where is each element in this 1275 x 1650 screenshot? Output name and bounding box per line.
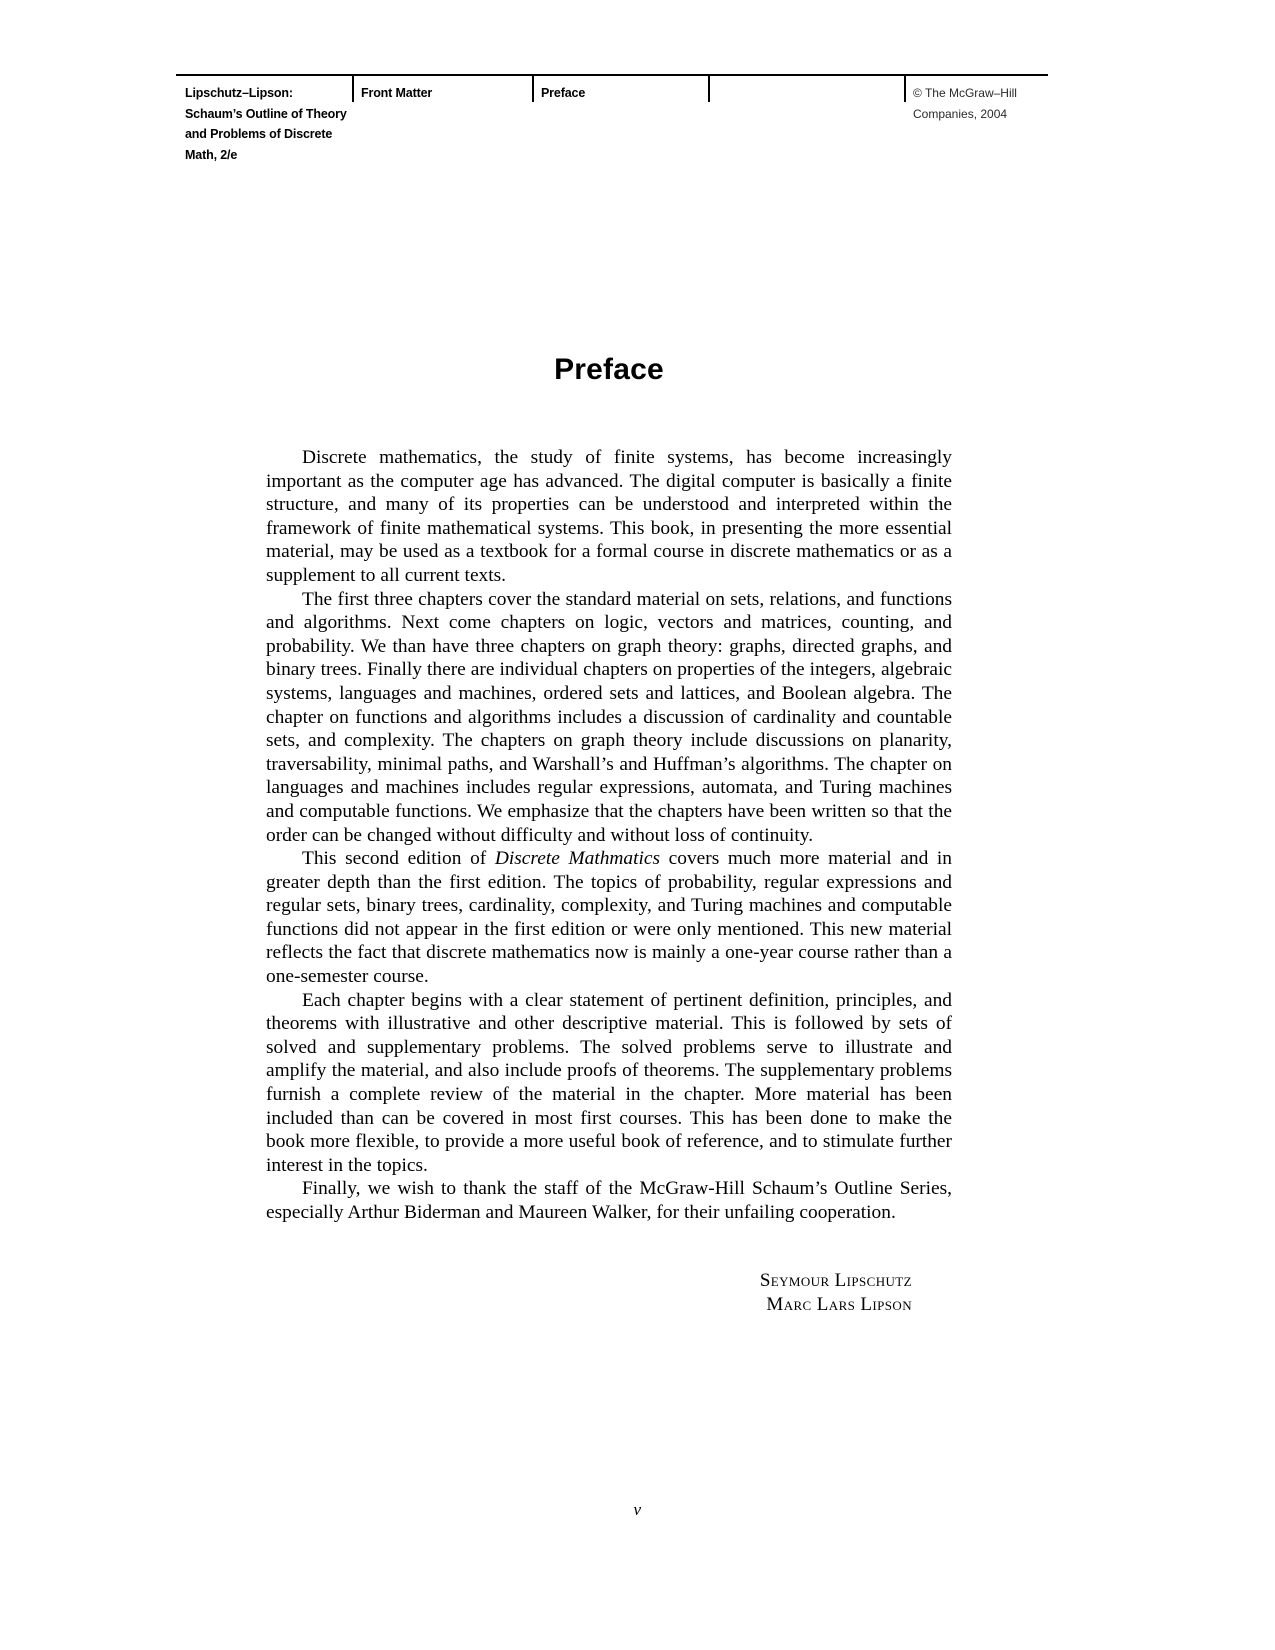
header-book-line-3: and Problems of Discrete	[185, 127, 333, 141]
paragraph-1: Discrete mathematics, the study of finite systems, has become increasingly important as the computer age has advanced. The digital computer is basically a finite structure, and many of its properties can be understood and interpreted within the framework of finite mathematical systems. This book, in presenting the more essential material, may be used as a textbook for a formal course in discrete mathematics or as a supplement to all current texts.	[266, 447, 952, 586]
paragraph-3-tail: covers much more material and in greater depth than the first edition. The topics of probability, regular expressions and regular sets, binary trees, cardinality, complexity, and Turing machines and computable functions did not appear in the first edition or were only mentioned. This new material reflects the fact that discrete mathematics now is mainly a one-year course rather than a one-semester course.	[266, 848, 952, 988]
paragraph-2: The first three chapters cover the standard material on sets, relations, and functions and algorithms. Next come chapters on logic, vectors and matrices, counting, and probability. We than have three chapters on graph theory: graphs, directed graphs, and binary trees. Finally there are individual chapters on properties of the integers, algebraic systems, languages and machines, ordered sets and lattices, and Boolean algebra. The chapter on functions and algorithms includes a discussion of cardinality and countable sets, and complexity. The chapters on graph theory include discussions on planarity, traversability, minimal paths, and Warshall’s and Huffman’s algorithms. The chapter on languages and machines includes regular expressions, automata, and Turing machines and computable functions. We emphasize that the chapters have been written so that the order can be changed without difficulty and without loss of continuity.	[266, 588, 952, 846]
page-title: Preface	[554, 353, 664, 386]
header-spacer-column	[708, 76, 904, 168]
paragraph-3	[266, 847, 952, 989]
header-book-line-1: Lipschutz–Lipson:	[185, 86, 293, 100]
header-book-line-4: Math, 2/e	[185, 147, 238, 162]
page-content	[266, 352, 952, 1317]
header-rights-column	[904, 76, 1048, 168]
paragraph-5: Finally, we wish to thank the staff of the McGraw-Hill Schaum’s Outline Series, especially Arthur Biderman and Maureen Walker, for their unfailing cooperation.	[266, 1178, 952, 1223]
paragraph-3-lead: This second edition of	[302, 848, 495, 870]
header-chapter-column	[532, 76, 708, 168]
author-name-secondary: Marc Lars Lipson	[766, 1293, 912, 1315]
signature-block	[266, 1269, 952, 1317]
header-book-line-2: Schaum’s Outline of Theory	[185, 106, 347, 121]
book-title-italic: Discrete Mathmatics	[494, 848, 661, 870]
page-number: v	[633, 1500, 642, 1519]
preface-body	[266, 446, 952, 1225]
header-copyright-line-1: © The McGraw–Hill	[913, 86, 1017, 100]
running-header	[176, 74, 1048, 168]
header-section-label: Front Matter	[361, 86, 433, 100]
paragraph-4: Each chapter begins with a clear statement of pertinent definition, principles, and theorems with illustrative and other descriptive material. This is followed by sets of solved and supplementary problems. The solved problems serve to illustrate and amplify the material, and also include proofs of theorems. The supplementary problems furnish a complete review of the material in the chapter. More material has been included than can be covered in most first courses. This has been done to make the book more flexible, to provide a more useful book of reference, and to stimulate further interest in the topics.	[266, 989, 952, 1176]
header-book-column	[176, 76, 352, 168]
header-copyright-line-2: Companies, 2004	[913, 106, 1008, 121]
header-chapter-label: Preface	[541, 86, 586, 100]
header-section-column	[352, 76, 532, 168]
author-name-primary: Seymour Lipschutz	[759, 1269, 912, 1291]
